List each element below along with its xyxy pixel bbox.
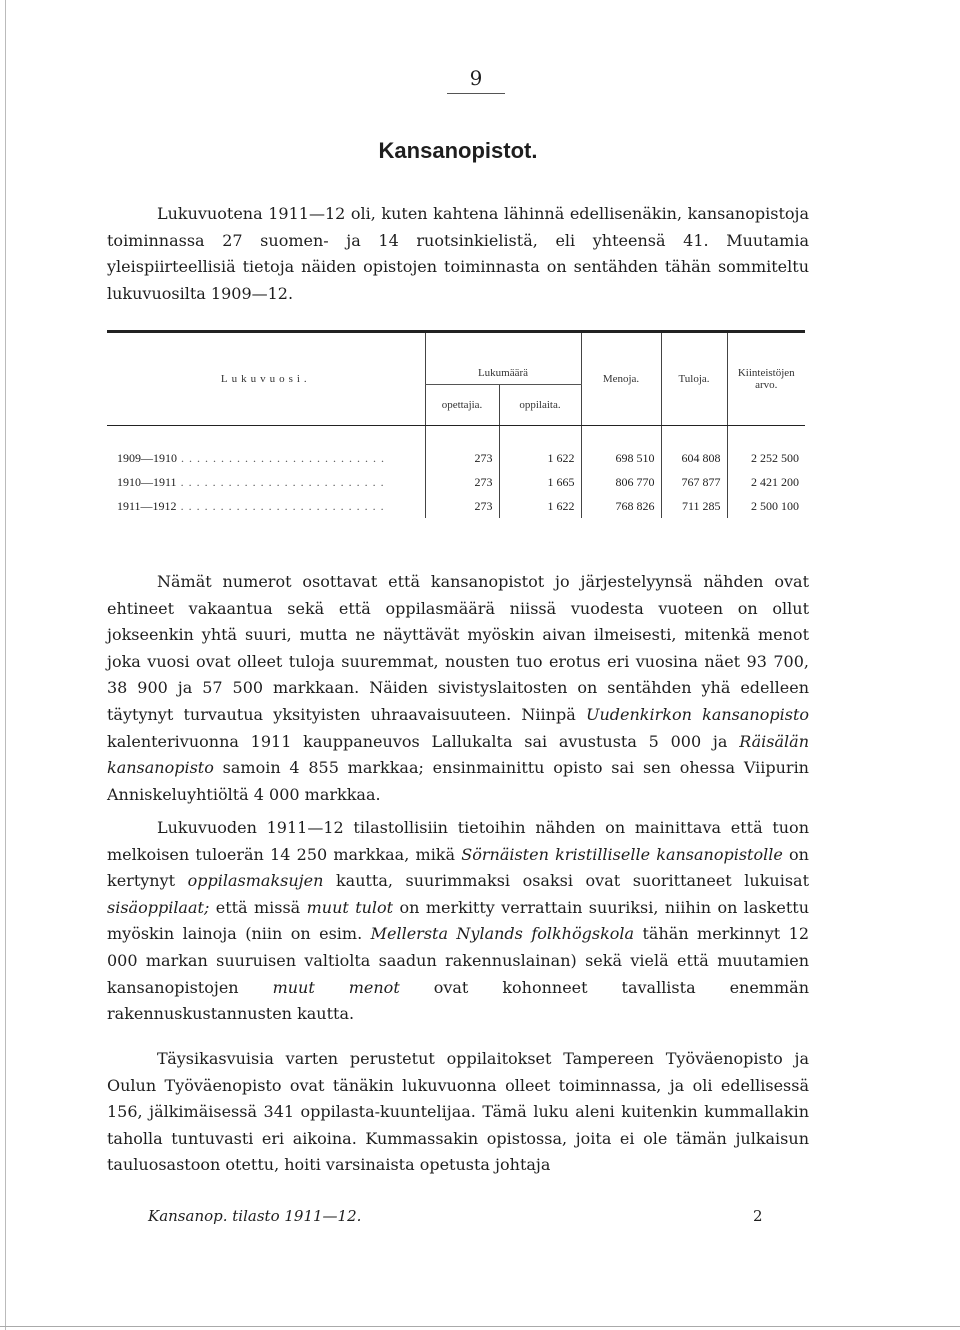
row-income: 711 285 [661, 494, 727, 518]
emphasis: Sörnäisten kristilliselle kansanopistolle [461, 844, 783, 864]
header-expenses: Menoja. [581, 332, 661, 426]
row-property: 2 252 500 [727, 446, 805, 470]
leader-dots: . . . . . . . . . . . . . . . . . . . . . . . . . . [176, 474, 385, 489]
body-paragraph-2: Lukuvuoden 1911—12 tilastollisiin tietoihin nähden on mainittava että tuon melkoisen tuloerän 14 250 markkaa, mikä Sörnäisten kristilliselle kansanopistolle on kertynyt oppilasmaksujen kautta, suurimmaksi osaksi ovat suorittaneet lukuisat sisäoppilaat; että missä muut tulot on merkitty verrattain suuriksi, niihin on laskettu myöskin lainoja (niin on esim. Mellersta Nylands folkhögskola tähän merkinnyt 12 000 markan suuruisen valtiolta saadun rakennuslainan) sekä vielä että muutamien kansanopistojen muut menot ovat kohonneet tavallista enemmän rakennuskustannusten kautta. [107, 818, 810, 1024]
header-year: Lukuvuosi. [107, 332, 425, 426]
body-paragraph-3: Täysikasvuisia varten perustetut oppilaitokset Tampereen Työväenopisto ja Oulun Työväenopisto ovat tänäkin lukuvuonna olleet toiminnassa, ja oli edellisessä 156, jälkimäisessä 341 oppilasta-kuuntelijaa. Tämä luku aleni kuitenkin kummallakin taholla tuntuvasti eri aikoina. Kummassakin opistossa, joita ei ole tämän julkaisun tauluosastoon otettu, hoiti varsinaista opetusta johtaja [107, 1049, 809, 1175]
statistics-table [107, 330, 805, 518]
row-expenses: 806 770 [581, 470, 661, 494]
footer-signature: Kansanop. tilasto 1911—12. [148, 1207, 362, 1225]
row-students: 1 622 [499, 494, 581, 518]
emphasis: Mellersta Nylands folkhögskola [370, 924, 635, 944]
intro-paragraph: Lukuvuotena 1911—12 oli, kuten kahtena lähinnä edellisenäkin, kansanopistoja toiminnassa 27 suomen- ja 14 ruotsinkielistä, eli yhteensä 41. Muutamia yleispiirteellisiä tietoja näiden opistojen toiminnasta on sentähden tähän sommiteltu lukuvuosilta 1909—12. [107, 204, 809, 303]
table-row [107, 494, 805, 518]
page-bottom-line [0, 1326, 960, 1327]
emphasis: muut tulot [306, 897, 394, 917]
page-edge-line [5, 0, 6, 1330]
leader-dots: . . . . . . . . . . . . . . . . . . . . . . . . . . [177, 450, 385, 465]
emphasis: Räisälän kansanopisto [107, 731, 809, 778]
row-expenses: 698 510 [581, 446, 661, 470]
header-property-value: Kiinteistöjen arvo. [727, 332, 805, 426]
row-teachers: 273 [425, 470, 499, 494]
page-number: 9 [447, 66, 505, 94]
row-year: 1911—1912 [117, 498, 177, 513]
row-students: 1 622 [499, 446, 581, 470]
footer-sheet-number: 2 [753, 1207, 763, 1225]
row-year: 1910—1911 [117, 474, 177, 489]
emphasis: muut menot [272, 977, 400, 997]
row-students: 1 665 [499, 470, 581, 494]
emphasis: oppilasmaksujen [187, 871, 324, 891]
leader-dots: . . . . . . . . . . . . . . . . . . . . . . . . . . [176, 498, 385, 513]
emphasis: Uudenkirkon kansanopisto [586, 704, 809, 724]
row-teachers: 273 [425, 446, 499, 470]
table-row [107, 446, 805, 470]
body-paragraph-1: Nämät numerot osottavat että kansanopistot jo järjestelyynsä nähden ovat ehtineet vakaantua sekä että oppilasmäärä niissä vuodesta vuoteen on ollut jokseenkin yhtä suuri, mutta ne näyttävät myöskin aivan ilmeisesti, mitenkä menot joka vuosi ovat olleet tuloja suuremmat, nousten tuo erotus eri vuosina näet 93 700, 38 900 ja 57 500 markkaan. Näiden sivistyslaitosten on sentähden yhä edelleen täytynyt turvautua yksityisten uhraavaisuuteen. Niinpä Uudenkirkon kansanopisto kalenterivuonna 1911 kauppaneuvos Lallukalta sai avustusta 5 000 ja Räisälän kansanopisto samoin 4 855 markkaa; ensinmainittu opisto sai sen ohessa Viipurin Anniskeluyhtiöltä 4 000 markkaa. [107, 572, 809, 804]
header-students: oppilaita. [499, 385, 581, 426]
row-income: 604 808 [661, 446, 727, 470]
table-spacer [107, 426, 805, 447]
section-heading: Kansanopistot. [378, 138, 538, 163]
row-property: 2 421 200 [727, 470, 805, 494]
row-teachers: 273 [425, 494, 499, 518]
emphasis: sisäoppilaat; [107, 897, 210, 917]
row-property: 2 500 100 [727, 494, 805, 518]
row-expenses: 768 826 [581, 494, 661, 518]
table-row [107, 470, 805, 494]
header-count-group: Lukumäärä [425, 332, 581, 385]
row-income: 767 877 [661, 470, 727, 494]
header-teachers: opettajia. [425, 385, 499, 426]
header-income: Tuloja. [661, 332, 727, 426]
row-year: 1909—1910 [117, 450, 177, 465]
